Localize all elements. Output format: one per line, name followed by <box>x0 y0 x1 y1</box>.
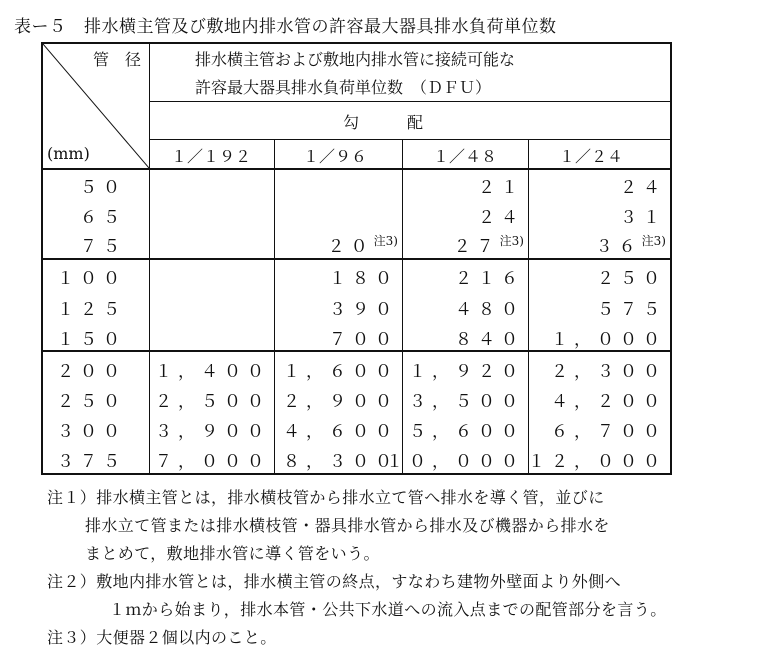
dfu-value: １８０ <box>329 269 398 289</box>
dfu-cell <box>155 357 270 382</box>
dfu-value: １，９２０ <box>409 362 524 382</box>
col-divider <box>402 139 403 473</box>
footnote-marker: 注3) <box>499 234 524 249</box>
dfu-cell <box>528 447 666 472</box>
pipe-size-4: １２５ <box>57 300 126 320</box>
dfu-cell <box>597 264 666 289</box>
pipe-diameter-label: 管 径 <box>93 50 142 69</box>
dfu-value: ２，３００ <box>551 362 666 382</box>
dfu-cell <box>328 232 398 257</box>
dfu-cell <box>283 417 398 442</box>
pipe-size-6: ２００ <box>57 362 126 382</box>
dfu-value: ５７５ <box>597 300 666 320</box>
slope-1-24: １／２４ <box>559 147 624 166</box>
dfu-value: １２，０００ <box>528 452 666 472</box>
dfu-value: １，０００ <box>551 330 666 350</box>
dfu-cell <box>409 387 524 412</box>
dfu-heading-line2: 許容最大器具排水負荷単位数 （ＤＦＵ） <box>195 78 492 97</box>
dfu-value: ２，９００ <box>283 392 398 412</box>
dfu-cell <box>597 295 666 320</box>
dfu-value: ４８０ <box>455 300 524 320</box>
dfu-cell <box>386 447 524 472</box>
dfu-cell <box>620 173 666 198</box>
dfu-value: ８，３００ <box>283 452 398 472</box>
dfu-value: ３９０ <box>329 300 398 320</box>
dfu-value: １，６００ <box>283 362 398 382</box>
dfu-cell <box>478 173 524 198</box>
dfu-value: ２４ <box>478 208 524 228</box>
dfu-cell <box>409 417 524 442</box>
dfu-cell <box>596 232 666 257</box>
row-divider <box>43 168 670 170</box>
dfu-cell <box>283 447 398 472</box>
dfu-value: ３１ <box>620 208 666 228</box>
dfu-cell <box>478 203 524 228</box>
note-1-line-1: 注１）排水横主管とは，排水横枝管から排水立て管へ排水を導く管，並びに <box>47 488 605 507</box>
dfu-cell <box>455 264 524 289</box>
dfu-cell <box>551 417 666 442</box>
pipe-size-1: ６５ <box>80 208 126 228</box>
dfu-value: ２０ <box>327 237 374 257</box>
pipe-size-7: ２５０ <box>57 392 126 412</box>
footnotes <box>47 484 762 652</box>
dfu-value: ８４０ <box>455 330 524 350</box>
pipe-size-0: ５０ <box>80 178 126 198</box>
dfu-value: ４，２００ <box>551 392 666 412</box>
pipe-size-9: ３７５ <box>57 452 126 472</box>
note-1-line-3: まとめて，敷地排水管に導く管をいう。 <box>85 544 380 563</box>
note-1-line-2: 排水立て管または排水横枝管・器具排水管から排水及び機器から排水を <box>85 516 610 535</box>
dfu-cell <box>155 447 270 472</box>
dfu-value: ２７ <box>453 237 500 257</box>
dfu-table <box>41 42 672 475</box>
dfu-value: ２４ <box>620 178 666 198</box>
footnote-marker: 注3) <box>641 234 666 249</box>
dfu-cell <box>329 325 398 350</box>
dfu-cell <box>409 357 524 382</box>
dfu-value: ６，７００ <box>551 422 666 442</box>
dfu-value: ３，９００ <box>155 422 270 442</box>
table-title: 表ー５ 排水横主管及び敷地内排水管の許容最大器具排水負荷単位数 <box>14 17 557 37</box>
dfu-value: ３，５００ <box>409 392 524 412</box>
dfu-cell <box>329 295 398 320</box>
dfu-value: ７，０００ <box>155 452 270 472</box>
dfu-value: ３６ <box>595 237 642 257</box>
slope-1-48: １／４８ <box>433 147 498 166</box>
note-2-line-2: １ｍから始まり，排水本管・公共下水道への流入点までの配管部分を言う。 <box>109 600 667 619</box>
dfu-cell <box>283 387 398 412</box>
row-divider <box>43 350 670 352</box>
pipe-size-5: １５０ <box>57 330 126 350</box>
row-divider <box>149 139 670 140</box>
unit-label: (mm) <box>47 144 90 163</box>
dfu-cell <box>155 417 270 442</box>
dfu-value: ７００ <box>329 330 398 350</box>
dfu-cell <box>551 325 666 350</box>
row-divider <box>43 258 670 260</box>
dfu-heading-line1: 排水横主管および敷地内排水管に接続可能な <box>195 50 516 69</box>
dfu-cell <box>620 203 666 228</box>
dfu-value: ２１６ <box>455 269 524 289</box>
dfu-cell <box>329 264 398 289</box>
dfu-value: ２５０ <box>597 269 666 289</box>
dfu-value: １，４００ <box>155 362 270 382</box>
note-3: 注３）大便器２個以内のこと。 <box>47 628 277 647</box>
dfu-value: ２，５００ <box>155 392 270 412</box>
note-2-line-1: 注２）敷地内排水管とは，排水横主管の終点，すなわち建物外壁面より外側へ <box>47 572 622 591</box>
dfu-cell <box>551 357 666 382</box>
dfu-value: ４，６００ <box>283 422 398 442</box>
dfu-cell <box>455 325 524 350</box>
row-divider <box>149 101 670 102</box>
pipe-size-3: １００ <box>57 269 126 289</box>
slope-1-96: １／９６ <box>303 147 368 166</box>
col-divider <box>528 139 529 473</box>
dfu-cell <box>454 232 524 257</box>
footnote-marker: 注3) <box>373 234 398 249</box>
dfu-cell <box>551 387 666 412</box>
pipe-size-8: ３００ <box>57 422 126 442</box>
dfu-cell <box>455 295 524 320</box>
dfu-cell <box>155 387 270 412</box>
slope-heading: 勾 配 <box>343 113 424 132</box>
dfu-value: ５，６００ <box>409 422 524 442</box>
slope-1-192: １／１９２ <box>171 147 252 166</box>
pipe-size-2: ７５ <box>80 237 126 257</box>
col-divider <box>274 139 275 473</box>
dfu-cell <box>283 357 398 382</box>
dfu-value: １０，０００ <box>386 452 524 472</box>
dfu-value: ２１ <box>478 178 524 198</box>
